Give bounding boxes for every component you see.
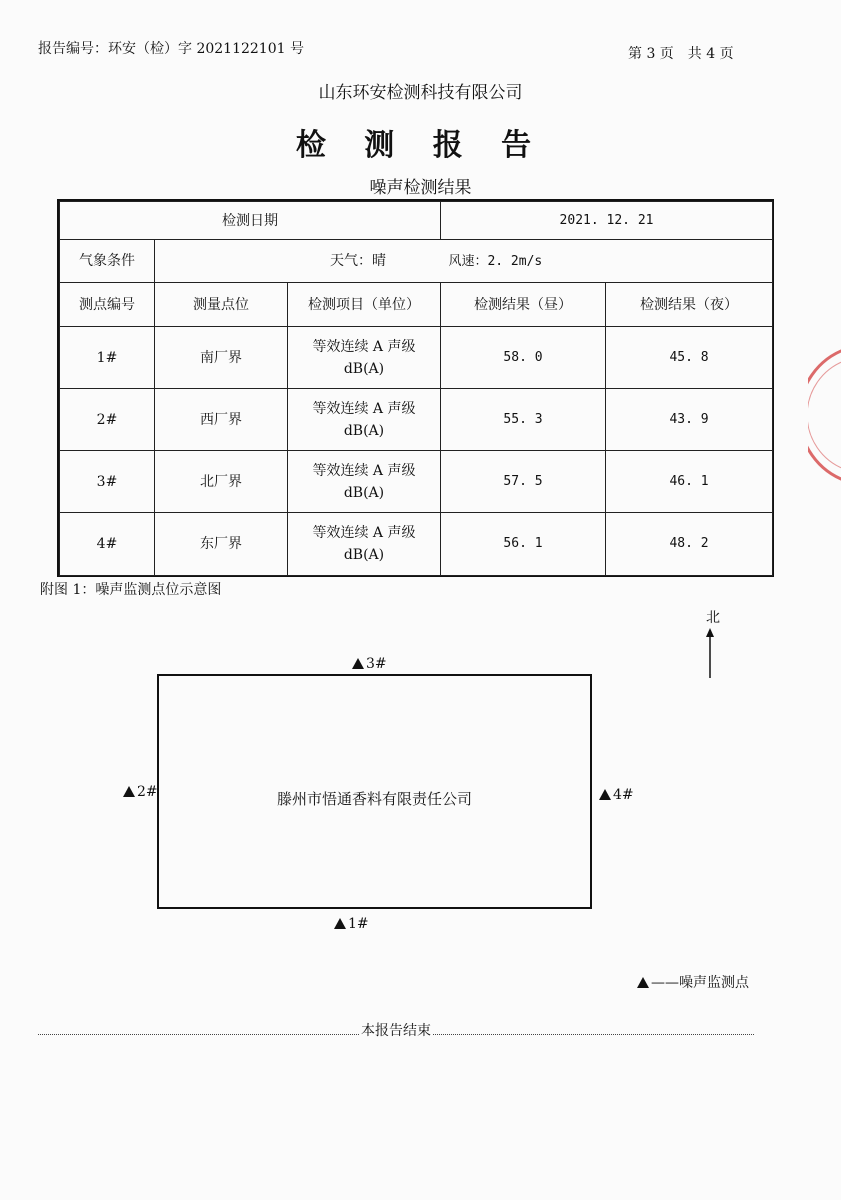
test-item-unit: dB(A) <box>343 547 385 563</box>
triangle-marker-icon <box>637 977 649 988</box>
weather-value: 天气：晴 <box>330 252 386 269</box>
legend-label: ——噪声监测点 <box>651 975 749 991</box>
point-id: 1# <box>60 327 155 389</box>
point-location: 东厂界 <box>155 513 288 576</box>
point-label: 3# <box>366 656 387 672</box>
point-id: 4# <box>60 513 155 576</box>
monitoring-point-1 <box>334 916 369 932</box>
triangle-marker-icon <box>352 658 364 669</box>
noise-results-table <box>59 201 773 576</box>
report-number: 报告编号：环安（检）字 2021122101 号 <box>38 41 304 57</box>
test-item-name: 等效连续 A 声级 <box>312 462 416 479</box>
column-header: 测点编号 <box>60 283 155 327</box>
site-name: 滕州市悟通香料有限责任公司 <box>276 790 472 808</box>
table-subtitle: 噪声检测结果 <box>369 178 472 198</box>
monitoring-point-2 <box>123 784 158 800</box>
figure-caption: 附图 1：噪声监测点位示意图 <box>40 582 222 598</box>
triangle-marker-icon <box>599 789 611 800</box>
test-item <box>288 451 441 513</box>
table-row <box>60 327 773 389</box>
point-label: 2# <box>137 784 158 800</box>
day-result: 55. 3 <box>441 389 606 451</box>
weather-label: 气象条件 <box>60 240 155 283</box>
point-label: 4# <box>613 787 634 803</box>
night-result: 46. 1 <box>606 451 773 513</box>
company-seal-fragment <box>808 345 841 485</box>
point-id: 3# <box>60 451 155 513</box>
point-location: 北厂界 <box>155 451 288 513</box>
page-info: 第 3 页 共 4 页 <box>628 46 734 62</box>
company-name: 山东环安检测科技有限公司 <box>318 83 523 103</box>
date-value: 2021. 12. 21 <box>441 202 773 240</box>
day-result: 57. 5 <box>441 451 606 513</box>
column-header: 检测项目（单位） <box>288 283 441 327</box>
test-item-unit: dB(A) <box>343 484 385 501</box>
monitoring-point-3 <box>352 656 387 672</box>
column-header: 测量点位 <box>155 283 288 327</box>
day-result: 58. 0 <box>441 327 606 389</box>
test-item-unit: dB(A) <box>343 422 385 439</box>
test-item-name: 等效连续 A 声级 <box>312 338 416 355</box>
column-header: 检测结果（夜） <box>606 283 773 327</box>
day-result: 56. 1 <box>441 513 606 576</box>
night-result: 43. 9 <box>606 389 773 451</box>
page-title: 检 测 报 告 <box>295 128 546 163</box>
test-item <box>288 327 441 389</box>
point-location: 南厂界 <box>155 327 288 389</box>
weather-conditions <box>155 240 773 283</box>
dotted-leader <box>38 1024 359 1035</box>
wind-speed: 风速：2. 2m/s <box>448 253 543 269</box>
point-label: 1# <box>348 916 369 932</box>
dotted-leader <box>433 1024 754 1035</box>
test-item <box>288 513 441 576</box>
test-item <box>288 389 441 451</box>
point-location: 西厂界 <box>155 389 288 451</box>
test-item-name: 等效连续 A 声级 <box>312 525 416 541</box>
night-result: 45. 8 <box>606 327 773 389</box>
weather-row <box>60 240 773 283</box>
date-label: 检测日期 <box>60 202 441 240</box>
header-row <box>60 283 773 327</box>
table-row <box>60 389 773 451</box>
date-row <box>60 202 773 240</box>
triangle-marker-icon <box>334 918 346 929</box>
legend <box>637 972 749 992</box>
report-end-line <box>38 1020 754 1040</box>
triangle-marker-icon <box>123 786 135 797</box>
night-result: 48. 2 <box>606 513 773 576</box>
test-item-name: 等效连续 A 声级 <box>312 400 416 417</box>
north-arrow-icon <box>700 628 720 680</box>
monitoring-point-4 <box>599 787 634 803</box>
table-row <box>60 451 773 513</box>
column-header: 检测结果（昼） <box>441 283 606 327</box>
report-end-text: 本报告结束 <box>361 1023 431 1039</box>
test-item-unit: dB(A) <box>343 360 385 377</box>
point-id: 2# <box>60 389 155 451</box>
north-label: 北 <box>706 610 720 626</box>
table-row <box>60 513 773 576</box>
